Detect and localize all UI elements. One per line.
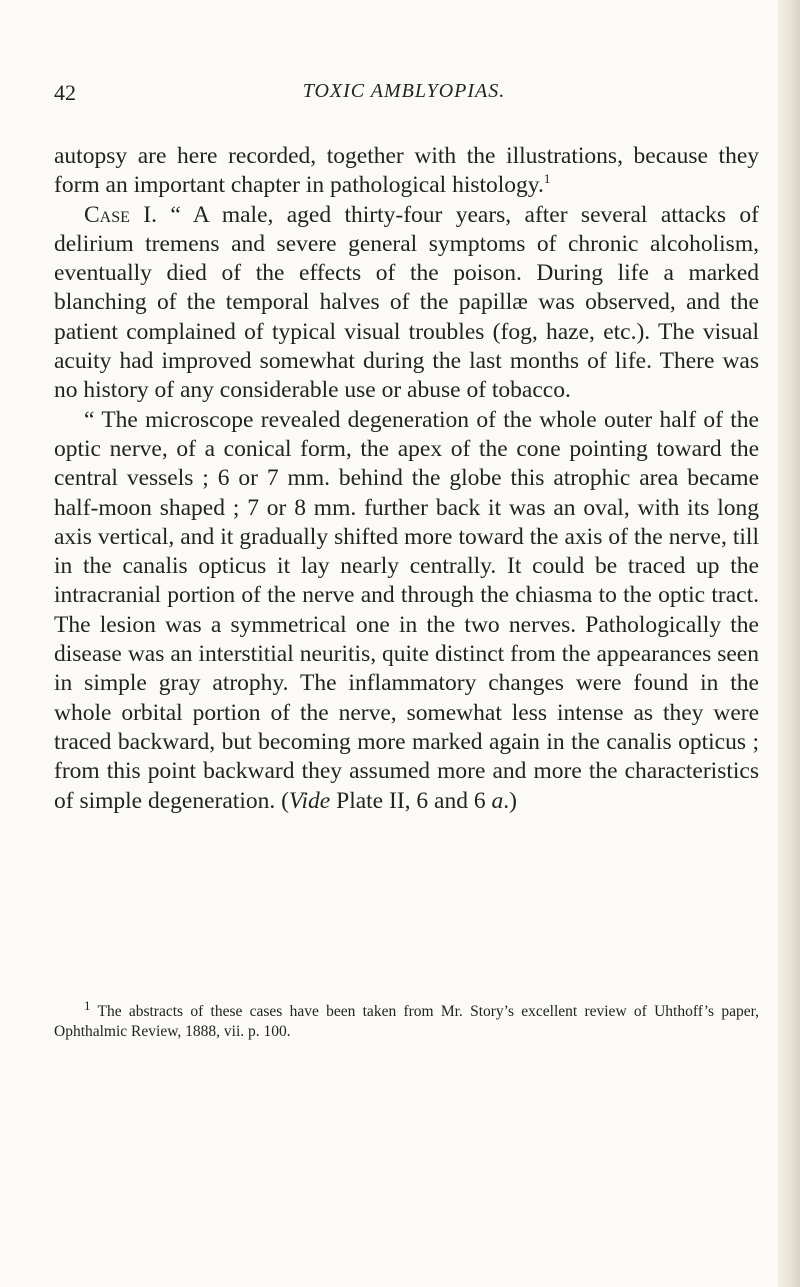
plate-letter: a <box>491 787 504 814</box>
paragraph-case-1-text: “ A male, aged thirty-four years, after several attacks of delirium tremens and severe general symptoms of chronic alcoholism, eventually died of the effects of the poison. During life a marked blanching of the temporal halves of the papillæ was observed, and the patient complained of typical visual troubles (fog, haze, etc.). The visual acuity had improved somewhat during the last months of life. There was no history of any considerable use or abuse of tobacco. <box>54 201 759 404</box>
footnote <box>54 997 759 1042</box>
case-label: Case I. <box>84 201 157 228</box>
paragraph-microscope-text: “ The microscope revealed degeneration of the whole outer half of the optic nerve, of a conical form, the apex of the cone pointing toward the central vessels ; 6 or 7 mm. behind the globe this atrophic area became half-moon shaped ; 7 or 8 mm. further back it was an oval, with its long axis vertical, and it gradually shifted more toward the axis of the nerve, till in the canalis opticus it lay nearly centrally. It could be traced up the intracranial portion of the nerve and through the chiasma to the optic tract. The lesion was a symmetrical one in the two nerves. Pathologically the disease was an interstitial neuritis, quite distinct from the appearances seen in simple gray atrophy. The inflammatory changes were found in the whole orbital portion of the nerve, somewhat less intense as they were traced backward, but becoming more marked again in the canalis opticus ; from this point backward they assumed more and more the characteristics of simple degeneration. ( <box>54 406 759 814</box>
paragraph-closing: .) <box>503 787 517 814</box>
paragraph-1-text: autopsy are here recorded, together with the illustrations, because they form an important chapter in pathological histology. <box>54 143 759 199</box>
page-edge <box>778 0 800 1287</box>
paragraph-1 <box>54 142 759 201</box>
footnote-text: The abstracts of these cases have been taken from Mr. Story’s excellent review of Uhthoff’s paper, Ophthalmic Review, 1888, vii. p. 100. <box>54 1003 759 1040</box>
page-header <box>54 80 754 110</box>
page-number: 42 <box>54 80 76 105</box>
footnote-marker: 1 <box>84 997 91 1013</box>
paragraph-microscope <box>54 406 759 816</box>
footnote-reference: 1 <box>543 171 551 187</box>
body-text <box>54 142 759 816</box>
running-head: TOXIC AMBLYOPIAS. <box>302 80 506 102</box>
vide-word: Vide <box>288 787 331 814</box>
footnote-paragraph <box>54 997 759 1042</box>
plate-reference: Plate II, 6 and 6 <box>330 787 492 814</box>
paragraph-case-1 <box>54 201 759 406</box>
